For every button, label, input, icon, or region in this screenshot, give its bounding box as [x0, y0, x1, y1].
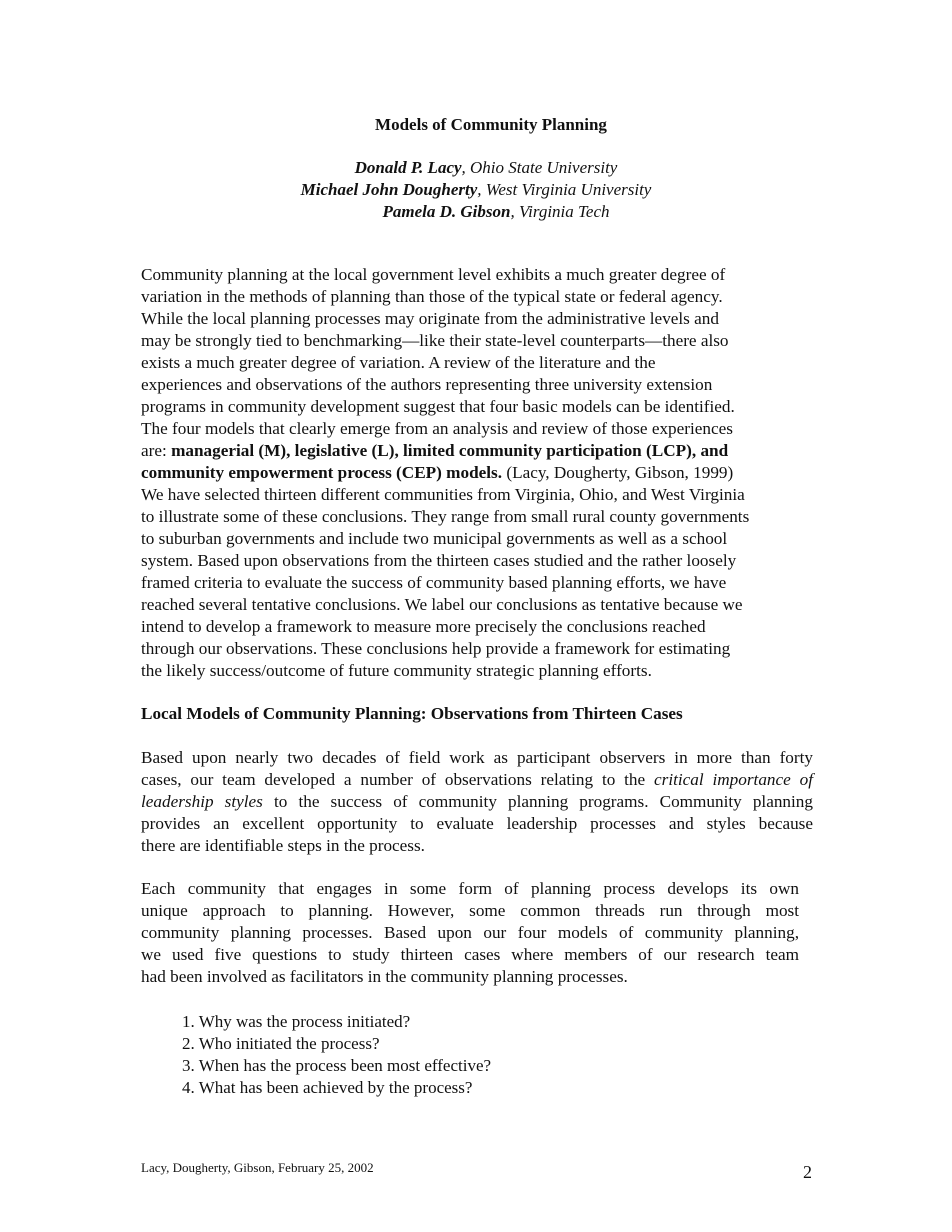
author-name: Donald P. Lacy	[354, 158, 462, 177]
author-line-2	[0, 179, 952, 201]
text-line: variation in the methods of planning than those of the typical state or federal agency.	[141, 287, 723, 306]
document-title: Models of Community Planning	[375, 115, 607, 134]
text-line: may be strongly tied to benchmarking—like their state-level counterparts—there also	[141, 331, 729, 350]
list-item: 2. Who initiated the process?	[182, 1034, 380, 1053]
text-line: experiences and observations of the authors representing three university extension	[141, 375, 713, 394]
footer-text: Lacy, Dougherty, Gibson, February 25, 2002	[141, 1160, 374, 1175]
text-line: system. Based upon observations from the thirteen cases studied and the rather loosely	[141, 551, 737, 570]
text-line-models-2	[141, 462, 813, 484]
text-line: We have selected thirteen different communities from Virginia, Ohio, and West Virginia	[141, 485, 745, 504]
text-line: exists a much greater degree of variation. A review of the literature and the	[141, 353, 656, 372]
text-line: community planning processes. Based upon our four models of community planning,	[141, 923, 799, 942]
section-heading: Local Models of Community Planning: Observations from Thirteen Cases	[141, 704, 683, 723]
text-line: the likely success/outcome of future community strategic planning efforts.	[141, 661, 652, 680]
author-name: Michael John Dougherty	[300, 180, 478, 199]
text-line: to illustrate some of these conclusions. They range from small rural county governments	[141, 507, 750, 526]
text-line: Community planning at the local government level exhibits a much greater degree of	[141, 265, 726, 284]
text-span: cases, our team developed a number of observations relating to the	[141, 770, 654, 789]
citation: (Lacy, Dougherty, Gibson, 1999)	[502, 463, 734, 482]
author-line-1	[10, 157, 952, 179]
text-line: to suburban governments and include two municipal governments as well as a school	[141, 529, 728, 548]
text-line: provides an excellent opportunity to evaluate leadership processes and styles because	[141, 814, 813, 833]
text-line: had been involved as facilitators in the community planning processes.	[141, 967, 628, 986]
models-prefix: are:	[141, 441, 172, 460]
author-affiliation: , Virginia Tech	[510, 202, 610, 221]
text-line: unique approach to planning. However, some common threads run through most	[141, 901, 799, 920]
text-line: intend to develop a framework to measure more precisely the conclusions reached	[141, 617, 706, 636]
text-line: Each community that engages in some form of planning process develops its own	[141, 879, 799, 898]
list-item: 1. Why was the process initiated?	[182, 1012, 411, 1031]
text-line	[141, 769, 813, 791]
text-line: framed criteria to evaluate the success of community based planning efforts, we have	[141, 573, 727, 592]
text-line: reached several tentative conclusions. We label our conclusions as tentative because we	[141, 595, 743, 614]
text-span: to the success of community planning programs. Community planning	[262, 792, 813, 811]
author-affiliation: , Ohio State University	[461, 158, 618, 177]
author-name: Pamela D. Gibson	[382, 202, 511, 221]
text-line: through our observations. These conclusions help provide a framework for estimating	[141, 639, 731, 658]
text-line: programs in community development suggest that four basic models can be identified.	[141, 397, 735, 416]
text-line	[141, 791, 813, 813]
emphasis: leadership styles	[141, 792, 263, 811]
text-line: The four models that clearly emerge from an analysis and review of those experiences	[141, 419, 733, 438]
text-line: there are identifiable steps in the process.	[141, 836, 425, 855]
models-list-bold: community empowerment process (CEP) models.	[141, 463, 503, 482]
text-line-models	[141, 440, 813, 462]
list-item: 4. What has been achieved by the process?	[182, 1078, 473, 1097]
text-line: we used five questions to study thirteen cases where members of our research team	[141, 945, 799, 964]
author-line-3	[20, 201, 952, 223]
text-line: While the local planning processes may originate from the administrative levels and	[141, 309, 719, 328]
models-list-bold: managerial (M), legislative (L), limited community participation (LCP), and	[171, 441, 729, 460]
text-line: Based upon nearly two decades of field work as participant observers in more than forty	[141, 748, 813, 767]
list-item: 3. When has the process been most effective?	[182, 1056, 492, 1075]
page-number: 2	[803, 1162, 812, 1182]
emphasis: critical importance of	[654, 770, 813, 789]
author-affiliation: , West Virginia University	[477, 180, 652, 199]
